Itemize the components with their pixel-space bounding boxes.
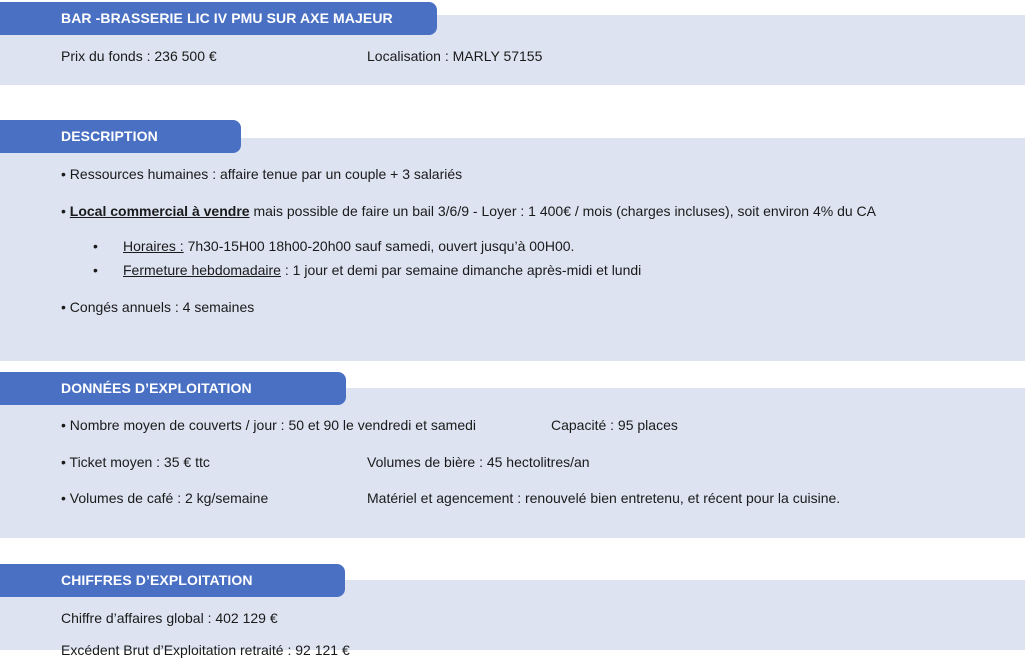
volumes-biere: Volumes de bière : 45 hectolitres/an	[367, 454, 590, 470]
materiel-agencement: Matériel et agencement : renouvelé bien entretenu, et récent pour la cuisine.	[367, 490, 841, 506]
local-commercial	[61, 202, 876, 220]
prix-du-fonds: Prix du fonds : 236 500 €	[61, 48, 217, 64]
ticket-moyen: • Ticket moyen : 35 € ttc	[61, 454, 210, 470]
nombre-couverts: • Nombre moyen de couverts / jour : 50 et 90 le vendredi et samedi	[61, 417, 477, 433]
local-commercial-detail: mais possible de faire un bail 3/6/9 - Loyer : 1 400€ / mois (charges incluses), soit environ 4% du CA	[249, 203, 876, 219]
resultat-exploitation: Excédent Brut d’Exploitation retraité : 92 121 €	[61, 642, 350, 658]
section-title-listing: BAR -BRASSERIE LIC IV PMU SUR AXE MAJEUR	[0, 2, 437, 35]
horaires	[123, 237, 574, 255]
local-commercial-label: Local commercial à vendre	[69, 203, 250, 219]
volumes-cafe: • Volumes de café : 2 kg/semaine	[61, 490, 269, 506]
localisation: Localisation : MARLY 57155	[367, 48, 543, 64]
bullet: •	[61, 203, 70, 219]
ressources-humaines: • Ressources humaines : affaire tenue par un couple + 3 salariés	[61, 166, 463, 182]
fermeture-label: Fermeture hebdomadaire	[123, 262, 281, 278]
sub-bullet: •	[93, 262, 98, 278]
horaires-label: Horaires :	[123, 238, 184, 254]
sub-bullet: •	[93, 238, 98, 254]
horaires-detail: 7h30-15H00 18h00-20h00 sauf samedi, ouvert jusqu’à 00H00.	[183, 238, 575, 254]
section-title-chiffres: CHIFFRES D’EXPLOITATION	[0, 564, 345, 597]
section-title-description: DESCRIPTION	[0, 120, 241, 153]
section-title-donnees: DONNÉES D’EXPLOITATION	[0, 372, 346, 405]
capacite: Capacité : 95 places	[551, 417, 678, 433]
chiffre-affaires: Chiffre d’affaires global : 402 129 €	[61, 610, 278, 626]
conges-annuels: • Congés annuels : 4 semaines	[61, 299, 255, 315]
fermeture-detail: : 1 jour et demi par semaine dimanche après-midi et lundi	[280, 262, 642, 278]
fermeture-hebdomadaire	[123, 261, 641, 279]
